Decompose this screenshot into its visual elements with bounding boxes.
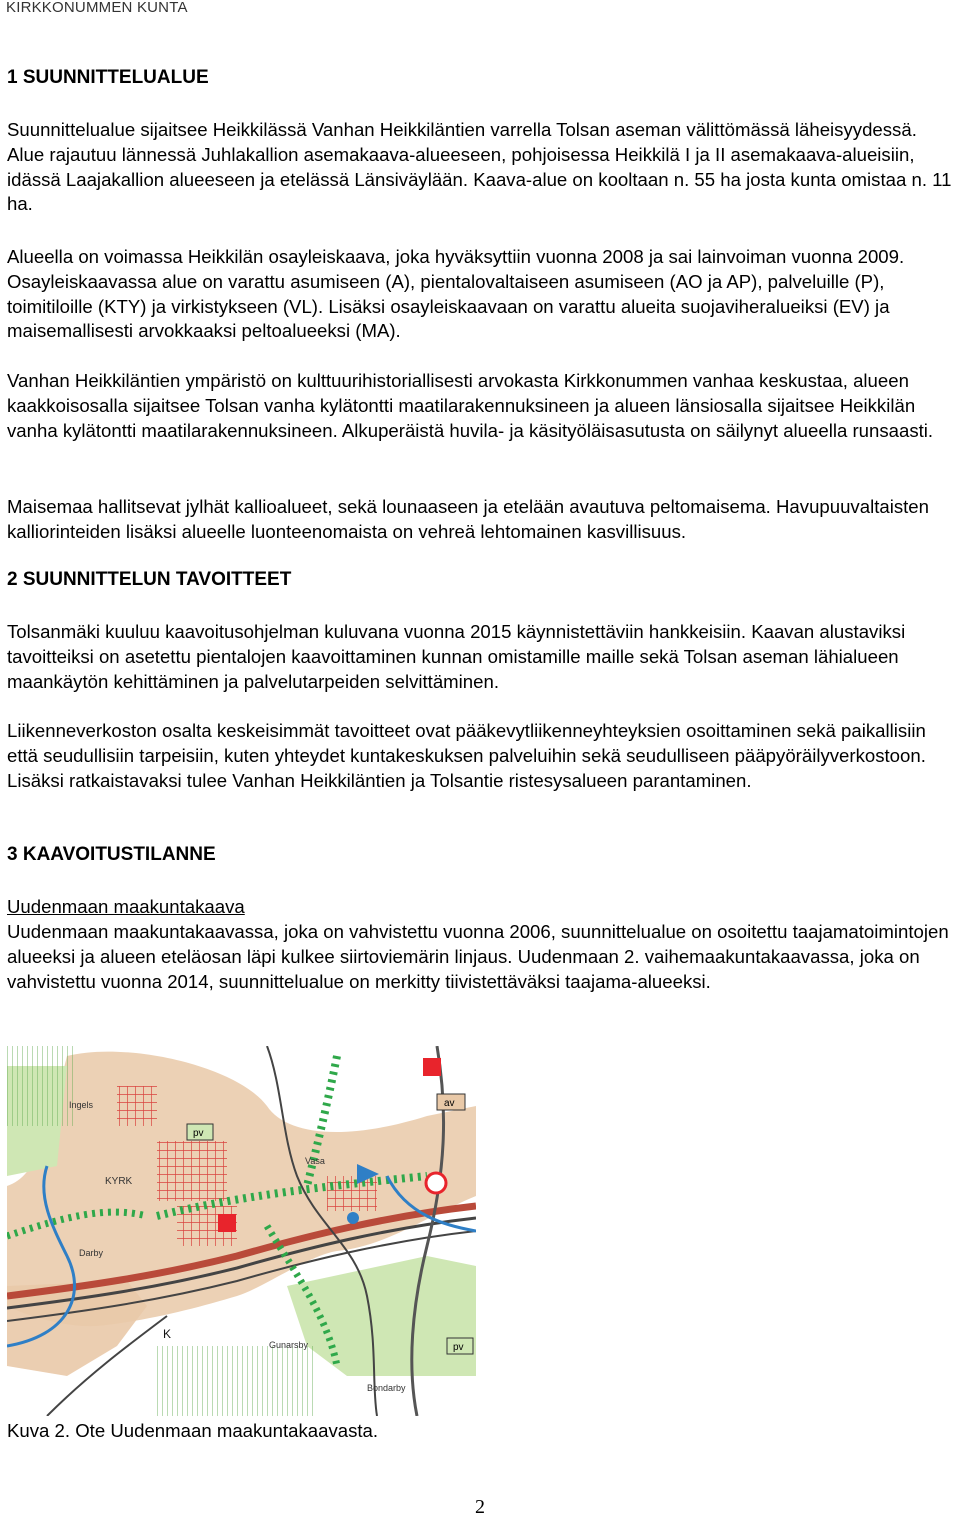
hatch-area-3 [327, 1176, 377, 1211]
section-2-title: 2 SUUNNITTELUN TAVOITTEET [7, 569, 292, 590]
section-3-subheading: Uudenmaan maakuntakaava [7, 896, 245, 917]
map-label-kyrk: KYRK [105, 1176, 133, 1187]
page-header: KIRKKONUMMEN KUNTA [6, 0, 188, 16]
map-label-pv-south [447, 1338, 473, 1354]
map-label-pv-north [187, 1124, 213, 1140]
map-label-ingels: Ingels [69, 1100, 94, 1110]
protected-zone-south [157, 1346, 317, 1416]
section-1-paragraph-3: Vanhan Heikkiläntien ympäristö on kulttuurihistoriallisesti arvokasta Kirkkonummen vanhaa keskustaa, alueen kaakkoisosalla sijaitsee Tolsan vanha kylätontti maatilarakennuksineen ja alueen länsiosalla sijaitsee Heikkilän vanha kylätontti maatilarakennuksineen. Alkuperäistä huvila- ja käsityöläisasutusta on säilynyt alueella runsaasti. [7, 370, 934, 441]
section-1-paragraph-4: Maisemaa hallitsevat jylhät kallioalueet, sekä lounaaseen ja etelään avautuva peltomaisema. Havupuuvaltaisten kalliorinteiden lisäksi alueelle luonteenomaista on vehreä lehtomainen kasvillisuus. [7, 496, 929, 542]
regional-plan-map [7, 1046, 476, 1416]
red-square-north [423, 1058, 441, 1076]
hatch-area-2 [157, 1141, 227, 1201]
svg-text:pv: pv [453, 1342, 464, 1353]
page-number: 2 [475, 1496, 485, 1518]
section-1-title: 1 SUUNNITTELUALUE [7, 67, 209, 88]
blue-dot-marker [347, 1212, 359, 1224]
section-3-title: 3 KAAVOITUSTILANNE [7, 844, 216, 865]
section-2-paragraph-2: Liikenneverkoston osalta keskeisimmät tavoitteet ovat pääkevytliikenneyhteyksien osoittaminen sekä paikallisiin että seudullisiin tarpeisiin, kuten yhteydet kuntakeskuksen palveluihin sekä seudulliseen pääpyöräilyverkostoon. Lisäksi ratkaistavaksi tulee Vanhan Heikkiläntien ja Tolsantie ristesysalueen parantaminen. [7, 720, 926, 791]
section-1-paragraph-2: Alueella on voimassa Heikkilän osayleiskaava, joka hyväksyttiin vuonna 2008 ja sai lainvoiman vuonna 2009. Osayleiskaavassa alue on varattu asumiseen (A), pientalovaltaiseen asumiseen (AO ja AP), palveluille (P), toimitiloille (KTY) ja virkistykseen (VL). Lisäksi osayleiskaavaan on varattu alueita suojaviheralueiksi (EV) ja maisemallisesti arvokkaaksi peltoalueeksi (MA). [7, 246, 905, 342]
map-label-darby: Darby [79, 1248, 104, 1258]
map-label-k: K [163, 1327, 172, 1341]
svg-text:av: av [444, 1098, 455, 1109]
section-2-paragraph-1: Tolsanmäki kuuluu kaavoitusohjelman kuluvana vuonna 2015 käynnistettäviin hankkeisiin. Kaavan alustaviksi tavoitteiksi on asetettu pientalojen kaavoittaminen kunnan omistamille maille sekä Tolsan aseman lähialueen maankäytön kehittäminen ja palvelutarpeiden selvittäminen. [7, 621, 906, 692]
svg-text:pv: pv [193, 1128, 204, 1139]
figure-caption: Kuva 2. Ote Uudenmaan maakuntakaavasta. [7, 1420, 379, 1441]
section-3-paragraph-1: Uudenmaan maakuntakaavassa, joka on vahvistettu vuonna 2006, suunnittelualue on osoitettu taajamatoimintojen alueeksi ja alueen eteläosan läpi kulkee siirtoviemärin linjaus. Uudenmaan 2. vaihemaakuntakaavassa, joka on vahvistettu vuonna 2014, suunnittelualue on merkitty tiivistettäväksi taajama-alueeksi. [7, 921, 949, 992]
map-label-av [437, 1094, 465, 1110]
red-square-center [218, 1214, 236, 1232]
map-label-vasa: Vasa [305, 1156, 325, 1166]
section-1-paragraph-1: Suunnittelualue sijaitsee Heikkilässä Vanhan Heikkiläntien varrella Tolsan aseman välittömässä läheisyydessä. Alue rajautuu lännessä Juhlakallion asemakaava-alueeseen, pohjoisessa Heikkilä I ja II asemakaava-alueisiin, idässä Laajakallion alueeseen ja etelässä Länsiväylään. Kaava-alue on kooltaan n. 55 ha josta kunta omistaa n. 11 ha. [7, 119, 952, 215]
map-label-bondarby: Bondarby [367, 1383, 406, 1393]
protected-zone-northwest [7, 1046, 77, 1126]
map-label-gunarsby: Gunarsby [269, 1340, 309, 1350]
hatch-area-1 [117, 1086, 157, 1126]
orange-circle-marker [426, 1173, 446, 1193]
